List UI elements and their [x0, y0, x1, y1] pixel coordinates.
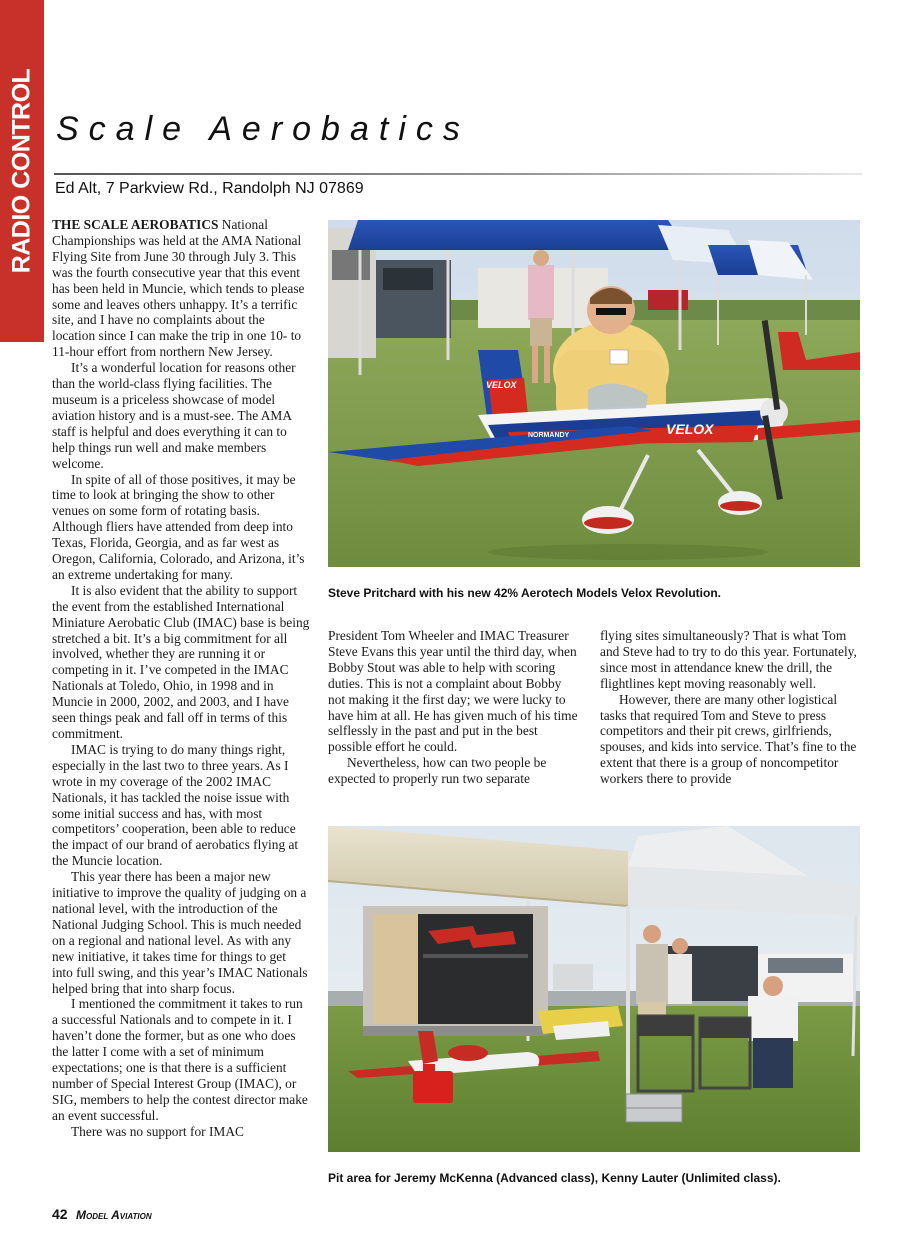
section-tab: [0, 0, 44, 342]
article-column-2: [328, 628, 580, 787]
paragraph: It is also evident that the ability to support the event from the established International Miniature Aerobatic Club (IMAC) base is being stretched a bit. It’s a big commitment for all involved, whether they are running it or competing in it. I’ve competed in the IMAC Nationals at Toledo, Ohio, in 1998 and in Muncie in 2000, 2002, and 2003, and I have seen things peak and fall off in terms of this commitment.: [52, 582, 310, 741]
paragraph: This year there has been a major new initiative to improve the quality of judging on a national level, with the introduction of the National Judging School. This is much needed on a regional and national level. As with any new initiative, it takes time for things to get into full swing, and this year’s IMAC Nationals helped bring that into sharp focus.: [52, 869, 308, 996]
paragraph: President Tom Wheeler and IMAC Treasurer Steve Evans this year until the third day, when Bobby Stout was able to help with scoring duties. This is not a complaint about Bobby not making it the first day; we were lucky to have him at all. He has given much of his time selflessly in the past and put in the best possible effort he could.: [328, 628, 578, 755]
paragraph: It’s a wonderful location for reasons other than the world-class flying facilities. The museum is a priceless showcase of model aviation history and is a must-see. The AMA staff is helpful and does everything it can to help things run well and make members welcome.: [52, 360, 296, 471]
title-rule: [54, 173, 862, 175]
photo-pit-area: [328, 826, 860, 1152]
paragraph: However, there are many other logistical tasks that required Tom and Steve to press competitors and their pit crews, girlfriends, spouses, and kids into service. That’s fine to the extent that there is a group of noncompetitor workers there to provide: [600, 691, 857, 787]
wing-text: VELOX: [666, 421, 714, 437]
page-footer: [52, 1206, 152, 1224]
tail-text: VELOX: [486, 380, 517, 390]
photo-caption-2: Pit area for Jeremy McKenna (Advanced class), Kenny Lauter (Unlimited class).: [328, 1171, 781, 1185]
paragraph: Nevertheless, how can two people be expected to properly run two separate: [328, 755, 547, 787]
paragraph: IMAC is trying to do many things right, especially in the last two to three years. As I wrote in my coverage of the 2002 IMAC Nationals, it has tackled the noise issue with some initial success and has, with most competitors’ cooperation, been able to reduce the impact of our brand of aerobatics flying at the Muncie location.: [52, 741, 299, 869]
paragraph: I mentioned the commitment it takes to run a successful Nationals and to compete in it. I haven’t done the former, but as one who does the latter I come with a set of minimum expectations; one is that there is a sufficient number of Special Interest Group (IMAC), or SIG, members to help the contest director make an event successful.: [52, 996, 308, 1123]
page-number: 42: [52, 1206, 68, 1222]
article-column-1: [52, 217, 310, 1140]
photo-caption-1: Steve Pritchard with his new 42% Aerotech Models Velox Revolution.: [328, 586, 721, 600]
paragraph: There was no support for IMAC: [71, 1123, 244, 1139]
article-column-3: [600, 628, 858, 787]
column-title: Scale Aerobatics: [56, 110, 470, 148]
author-line: Ed Alt, 7 Parkview Rd., Randolph NJ 07869: [55, 180, 364, 197]
lead-in: THE SCALE AEROBATICS: [52, 217, 219, 232]
paragraph: flying sites simultaneously? That is what Tom and Steve had to try to do this year. Fortunately, since most in attendance knew the drill, the flightlines kept moving reasonably well.: [600, 628, 857, 691]
paragraph: [52, 217, 310, 360]
section-tab-label: RADIO CONTROL: [7, 68, 36, 274]
photo-velox: [328, 220, 860, 567]
magazine-name: Model Aviation: [76, 1208, 152, 1222]
paragraph-text: National Championships was held at the AMA National Flying Site from June 30 through July 3. This was the fourth consecutive year that this event has been held in Muncie, which tends to please some and leaves others unhappy. It’s a terrific site, and I have no complaints about the location since I can make the trip in one 10- to 11-hour effort from northern New Jersey.: [52, 217, 305, 360]
paragraph: In spite of all of those positives, it may be time to look at bringing the show to other venues on some form of rotating basis. Although fliers have attended from deep into Texas, Florida, Georgia, and as far west as Oregon, California, Colorado, and Arizona, it’s an extreme undertaking for many.: [52, 471, 305, 582]
fuselage-text: NORMANDY: [528, 432, 570, 439]
